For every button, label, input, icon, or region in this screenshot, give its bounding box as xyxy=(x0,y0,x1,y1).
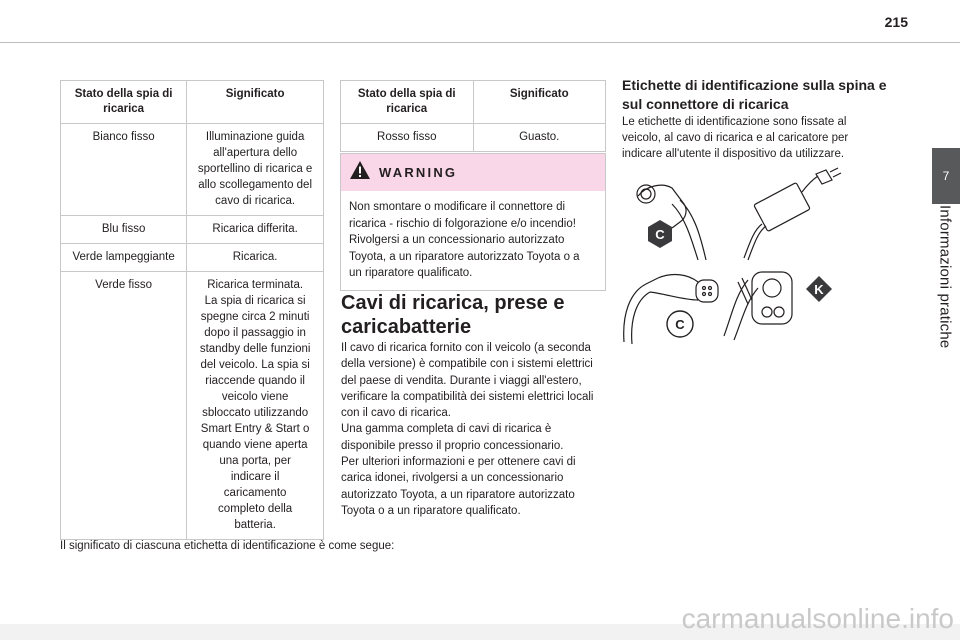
charging-cable-illustration xyxy=(744,168,841,260)
table-header: Significato xyxy=(187,81,323,124)
table-cell: Verde fisso xyxy=(61,272,187,540)
table-row xyxy=(61,216,323,244)
table-row xyxy=(61,244,323,272)
paragraph: Il cavo di ricarica fornito con il veicolo (a seconda della versione) è compatibile con i sistemi elettrici del paese di vendita. Durante i viaggi all'estero, verificare la compatibilità dei sistemi elettrici locali con il cavo di ricarica. xyxy=(341,342,594,420)
page-number: 215 xyxy=(884,14,908,30)
chapter-tab[interactable] xyxy=(932,148,960,204)
table-header: Stato della spia di ricarica xyxy=(74,88,173,115)
ccs-connector-illustration xyxy=(724,272,792,340)
connector-label-illustration xyxy=(612,164,852,354)
watermark: carmanualsonline.info xyxy=(681,603,954,634)
label-k: K xyxy=(814,282,824,297)
table-row xyxy=(341,124,605,152)
table-row xyxy=(61,124,323,216)
chapter-title: Informazioni pratiche xyxy=(936,205,954,349)
table-cell: Blu fisso xyxy=(61,216,187,244)
section-heading: Etichette di identificazione sulla spina e sul connettore di ricarica xyxy=(622,77,887,112)
section-body: Le etichette di identificazione sono fissate al veicolo, al cavo di ricarica e al caricatore per indicare all'utente il dispositivo da utilizzare. xyxy=(622,116,849,160)
paragraph: Per ulteriori informazioni e per ottenere cavi di carica idonei, rivolgersi a un concessionario autorizzato Toyota, a un riparatore autorizzato Toyota o a un riparatore qualificato. xyxy=(341,456,576,517)
header-divider xyxy=(0,42,960,43)
table-cell: Illuminazione guida all'apertura dello sportellino di ricarica e allo scollegamento del cavo di ricarica. xyxy=(187,124,323,216)
warning-icon xyxy=(349,160,371,185)
warning-box xyxy=(340,153,606,291)
table-row xyxy=(61,272,323,540)
table-cell: Guasto. xyxy=(473,124,605,152)
section-body xyxy=(341,340,607,519)
table-cell: Ricarica differita. xyxy=(187,216,323,244)
table-cell: Rosso fisso xyxy=(341,124,473,152)
table-cell: Ricarica terminata. La spia di ricarica si spegne circa 2 minuti dopo il passaggio in standby delle funzioni del veicolo. La spia si riaccende quando il veicolo viene sbloccato utilizzando Smart Entry & Start o quando viene aperta una porta, per indicare il caricamento completo della batteria. xyxy=(187,272,323,540)
table-cell: Verde lampeggiante xyxy=(61,244,187,272)
label-badge-c-hex xyxy=(648,220,672,248)
table-caption: Il significato di ciascuna etichetta di identificazione è come segue: xyxy=(60,540,395,552)
paragraph: Una gamma completa di cavi di ricarica è disponibile presso il proprio concessionario. xyxy=(341,423,564,452)
warning-title: WARNING xyxy=(379,165,458,180)
label-badge-k-diamond xyxy=(806,276,832,302)
table-header: Significato xyxy=(473,81,605,124)
label-c: C xyxy=(655,227,665,242)
table-cell: Ricarica. xyxy=(187,244,323,272)
chapter-number: 7 xyxy=(942,169,950,183)
warning-header xyxy=(341,154,605,191)
label-badge-c-circle xyxy=(667,311,693,337)
table-header: Stato della spia di ricarica xyxy=(357,88,456,115)
charge-light-table xyxy=(60,80,324,540)
table-cell: Bianco fisso xyxy=(61,124,187,216)
section-heading: Cavi di ricarica, prese e caricabatterie xyxy=(341,292,565,338)
label-c: C xyxy=(675,317,685,332)
fault-light-table xyxy=(340,80,606,152)
type2-connector-illustration xyxy=(637,185,706,260)
warning-text: Non smontare o modificare il connettore di ricarica - rischio di folgorazione e/o incendio! Rivolgersi a un concessionario autorizzato Toyota, a un riparatore autorizzato Toyota o a un riparatore qualificato. xyxy=(349,201,580,279)
